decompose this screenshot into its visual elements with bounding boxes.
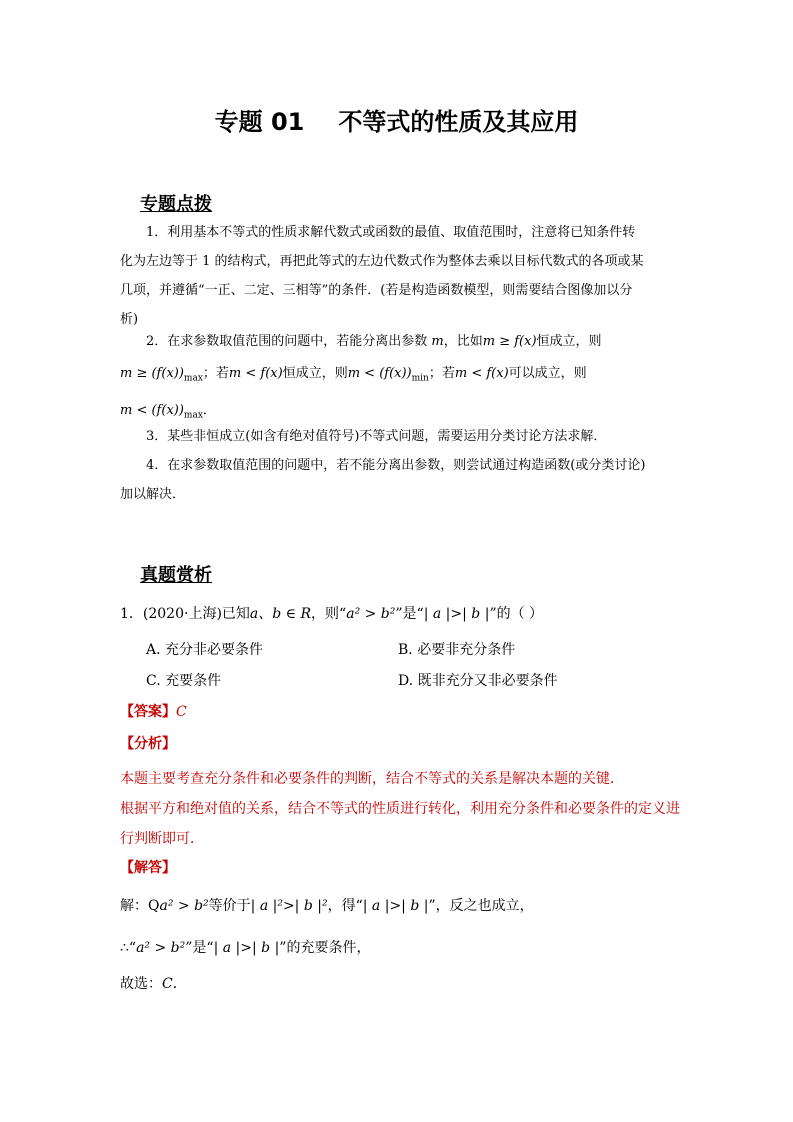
sub-max-2: max — [183, 410, 203, 421]
sol1-b: 等价于 — [208, 898, 251, 914]
option-b[interactable] — [398, 639, 515, 659]
analysis-line3: 行判断即可． — [120, 831, 204, 847]
math-cond2: | a |>| b | — [423, 606, 490, 622]
sub-max: max — [183, 373, 203, 384]
solution-line1 — [120, 895, 534, 915]
math-vars: a、b ∈ R — [249, 606, 312, 622]
tip1-line4: 析) — [120, 312, 139, 327]
sol3-choice: C — [162, 976, 173, 992]
analysis-line2: 根据平方和绝对值的关系，结合不等式的性质进行转化，利用充分条件和必要条件的定义进 — [120, 801, 680, 817]
sol3-c: ． — [172, 976, 187, 992]
tip2-text-f: ；若 — [428, 366, 455, 381]
sol1-math2: | a |²>| b |² — [250, 898, 328, 914]
math-m-ge-f: m ≥ f(x) — [482, 334, 537, 349]
tips-paragraph-1 — [120, 218, 680, 334]
sol2-math2: | a |>| b | — [213, 940, 280, 956]
sol1-a: 解：Q — [120, 898, 160, 914]
option-c[interactable] — [146, 670, 221, 690]
tip2-text-a: 2．在求参数取值范围的问题中，若能分离出参数 — [146, 334, 428, 349]
option-c-text: 充要条件 — [165, 673, 222, 689]
sol1-math1: a² > b² — [159, 898, 209, 914]
tip2-text-c: 恒成立，则 — [536, 334, 602, 349]
answer-tag: 【答案】 — [120, 704, 176, 720]
sol3-a: 故选： — [120, 976, 162, 992]
math-m-lt-f-2: m < f(x) — [454, 366, 509, 381]
math-cond1: a² > b² — [346, 606, 396, 622]
solution-line3 — [120, 973, 187, 993]
tip2-text-g: 可以成立，则 — [508, 366, 587, 381]
section-heading-exam: 真题赏析 — [140, 565, 212, 586]
section-heading-tips: 专题点拨 — [140, 194, 212, 215]
analysis-body — [120, 764, 680, 854]
sol1-c: ，得“ — [327, 898, 363, 914]
tip1-line1: 1．利用基本不等式的性质求解代数式或函数的最值、取值范围时，注意将已知条件转 — [146, 225, 636, 240]
option-d-text: 既非充分又非必要条件 — [417, 673, 558, 689]
question-suffix: ”的（ ） — [489, 606, 544, 622]
answer-line — [120, 701, 187, 721]
solution-tag — [120, 857, 176, 877]
analysis-line1: 本题主要考查充分条件和必要条件的判断，结合不等式的关系是解决本题的关键． — [120, 771, 624, 787]
tip3-line: 3．某些非恒成立(如含有绝对值符号)不等式问题，需要运用分类讨论方法求解． — [146, 429, 607, 444]
tip1-line2: 化为左边等于 1 的结构式，再把此等式的左边代数式作为整体去乘以目标代数式的各项或某 — [120, 254, 644, 269]
math-m-ge-max: m ≥ (f(x)) — [120, 366, 184, 381]
option-b-label: B. — [398, 642, 413, 658]
title-text: 不等式的性质及其应用 — [338, 108, 579, 136]
analysis-tag — [120, 733, 176, 753]
title-number: 专题 01 — [214, 108, 305, 136]
tip4-line2: 加以解决． — [120, 487, 186, 502]
question-mid2: ”是“ — [395, 606, 424, 622]
tip2-text-b: ，比如 — [443, 334, 483, 349]
tip4-line1: 4．在求参数取值范围的问题中，若不能分离出参数，则尝试通过构造函数(或分类讨论) — [146, 458, 646, 473]
tip2-line1 — [120, 326, 680, 358]
sol2-c: ”的充要条件， — [279, 940, 371, 956]
answer-value: C — [176, 704, 187, 720]
tip2-text-d: ；若 — [202, 366, 229, 381]
sol2-math1: a² > b² — [136, 940, 186, 956]
sub-min: min — [411, 373, 429, 384]
solution-tag-text: 【解答】 — [120, 860, 176, 876]
math-m: m — [431, 334, 444, 349]
solution-line2 — [120, 937, 370, 957]
option-d[interactable] — [398, 670, 558, 690]
sol2-b: ”是“ — [185, 940, 214, 956]
math-m-lt-min: m < (f(x)) — [347, 366, 412, 381]
tip2-text-e: 恒成立，则 — [282, 366, 348, 381]
sol1-d: ”，反之也成立， — [428, 898, 534, 914]
option-b-text: 必要非充分条件 — [417, 642, 516, 658]
tip1-line3: 几项，并遵循“一正、二定、三相等”的条件．(若是构造函数模型，则需要结合图像加以分 — [120, 283, 633, 298]
sol2-a: ∴“ — [120, 940, 137, 956]
option-a-label: A. — [146, 642, 161, 658]
math-m-lt-f: m < f(x) — [228, 366, 283, 381]
sol1-math3: | a |>| b | — [362, 898, 429, 914]
analysis-tag-text: 【分析】 — [120, 736, 176, 752]
tip2-end: ． — [202, 402, 216, 418]
option-a[interactable] — [146, 639, 263, 659]
option-d-label: D. — [398, 673, 414, 689]
math-m-lt-max: m < (f(x)) — [120, 402, 184, 418]
tips-paragraph-3 — [120, 422, 680, 509]
tip2-line2 — [120, 358, 680, 395]
page-title — [0, 102, 793, 137]
question-stem — [120, 603, 543, 623]
question-prefix: 1．(2020·上海)已知 — [120, 606, 250, 622]
question-mid: ，则“ — [311, 606, 347, 622]
option-a-text: 充分非必要条件 — [165, 642, 264, 658]
option-c-label: C. — [146, 673, 161, 689]
tips-paragraph-2 — [120, 326, 680, 431]
